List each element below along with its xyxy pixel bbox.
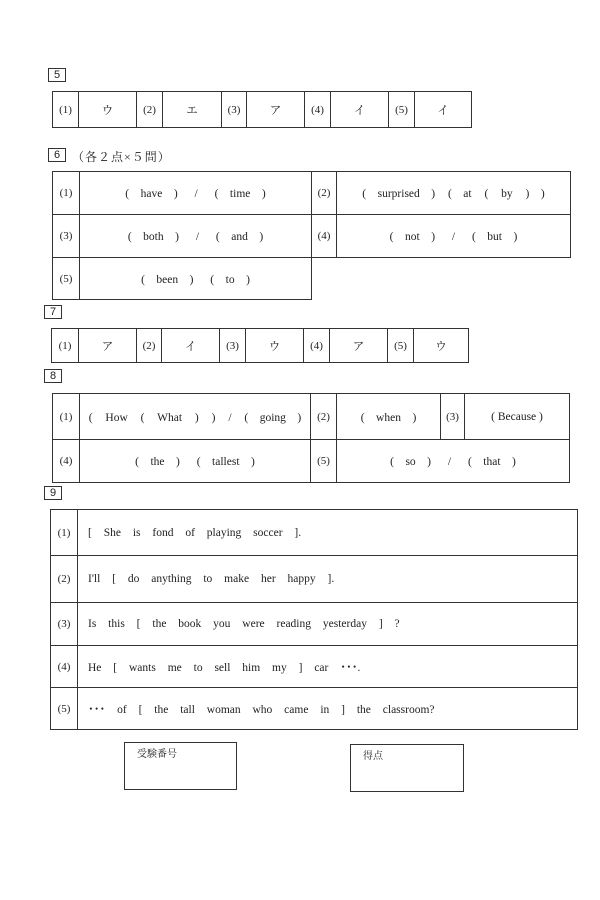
question-number: (2) (311, 394, 337, 440)
question-number: (5) (51, 688, 78, 730)
section-7-number: 7 (44, 305, 62, 319)
question-number: (1) (51, 510, 78, 556)
answer-cell: ( How ( What ) ) / ( going ) (80, 394, 311, 440)
answer-cell: ( both ) / ( and ) (80, 215, 312, 258)
answer-cell: He [ wants me to sell him my ] car ･･･. (78, 646, 578, 688)
question-number: (4) (53, 440, 80, 483)
exam-number-box[interactable] (124, 742, 237, 790)
question-number: (4) (312, 215, 337, 258)
answer-cell: ( not ) / ( but ) (337, 215, 571, 258)
exam-number-label: 受験番号 (137, 749, 177, 760)
section-5-number: 5 (48, 68, 66, 82)
section-5-answer-table (52, 91, 472, 128)
section-6-score-note: （各２点×５問） (72, 150, 171, 164)
answer-cell: イ (331, 92, 389, 128)
answer-cell: ウ (246, 329, 304, 363)
answer-cell: ( Because ) (465, 394, 570, 440)
question-number: (3) (222, 92, 247, 128)
section-7-answer-table (51, 328, 469, 363)
question-number: (3) (441, 394, 465, 440)
question-number: (1) (53, 394, 80, 440)
question-number: (1) (53, 172, 80, 215)
answer-cell: [ She is fond of playing soccer ]. (78, 510, 578, 556)
answer-cell: ( been ) ( to ) (80, 258, 312, 300)
question-number: (3) (51, 603, 78, 646)
answer-cell: ア (330, 329, 388, 363)
answer-cell: エ (163, 92, 222, 128)
question-number: (2) (137, 329, 162, 363)
question-number: (4) (305, 92, 331, 128)
answer-cell: ( surprised ) ( at ( by ) ) (337, 172, 571, 215)
answer-cell: イ (162, 329, 220, 363)
answer-cell: ･･･ of [ the tall woman who came in ] the classroom? (78, 688, 578, 730)
question-number: (5) (311, 440, 337, 483)
answer-cell: ア (79, 329, 137, 363)
question-number: (4) (304, 329, 330, 363)
answer-cell: ウ (414, 329, 469, 363)
question-number: (3) (220, 329, 246, 363)
question-number: (2) (137, 92, 163, 128)
section-6-number: 6 (48, 148, 66, 162)
question-number: (4) (51, 646, 78, 688)
question-number: (1) (53, 92, 79, 128)
question-number: (1) (52, 329, 79, 363)
question-number: (3) (53, 215, 80, 258)
section-8-number: 8 (44, 369, 62, 383)
empty-cell (312, 258, 571, 300)
score-box[interactable] (350, 744, 464, 792)
answer-cell: ( when ) (337, 394, 441, 440)
section-9-answer-table (50, 509, 578, 730)
question-number: (2) (51, 556, 78, 603)
question-number: (5) (389, 92, 415, 128)
answer-cell: ウ (79, 92, 137, 128)
answer-cell: イ (415, 92, 472, 128)
section-6-answer-table (52, 171, 571, 300)
question-number: (5) (388, 329, 414, 363)
score-label: 得点 (363, 751, 383, 762)
question-number: (2) (312, 172, 337, 215)
answer-cell: ( so ) / ( that ) (337, 440, 570, 483)
question-number: (5) (53, 258, 80, 300)
answer-cell: ( have ) / ( time ) (80, 172, 312, 215)
answer-cell: Is this [ the book you were reading yesterday ] ? (78, 603, 578, 646)
section-8-answer-table (52, 393, 570, 483)
answer-cell: ア (247, 92, 305, 128)
answer-cell: I'll [ do anything to make her happy ]. (78, 556, 578, 603)
section-9-number: 9 (44, 486, 62, 500)
answer-cell: ( the ) ( tallest ) (80, 440, 311, 483)
